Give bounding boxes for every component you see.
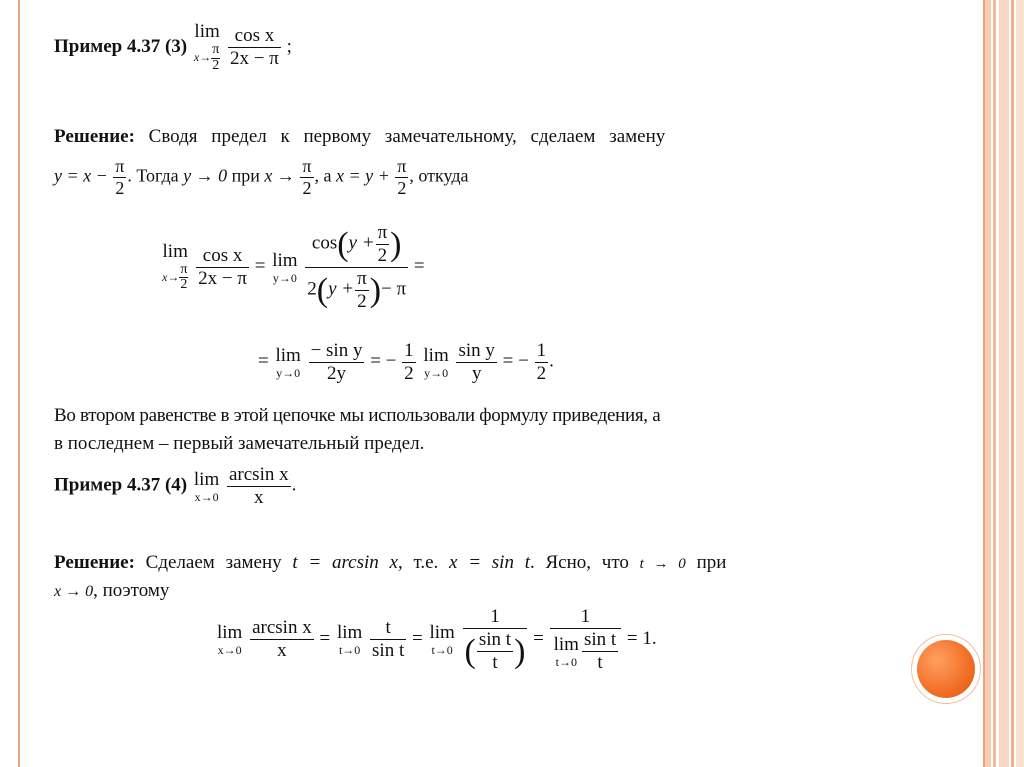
equation-2: = lim y→0 $\frac{\text{− sin y}}{2y}$ = − $\frac{1}{2}$ lim y→0 $\frac{\text{sin y}}{y}$ = − $\frac{1}{2}$ . (258, 340, 554, 384)
solution-2-line: Решение: Сделаем замену t = arcsin x, т.е. x = sin t. Ясно, что t → 0 при (54, 552, 727, 573)
equation-1: lim x→ $\frac{\pi}{2}$ $\frac{\text{cos x}}{2x - \pi}$ = lim y→0 cos(y + $\frac{\pi}{2}$ ) 2(y + $\frac{\pi}{2}$ )− π = (162, 222, 425, 312)
solution-1-line (54, 126, 665, 148)
solution-1-text: Сводя предел к первому замечательному, сделаем замену (148, 126, 666, 147)
paragraph-line-1: Во втором равенстве в этой цепочке мы использовали формулу приведения, а (54, 405, 661, 426)
equation-3: lim x→0 $\frac{\text{arcsin x}}{x}$ = lim t→0 $\frac{t}{\text{sin t}}$ = lim t→0 1 ( $\frac{\text{sin t}}{t}$ ) = 1 lim t→0 $\frac{\text{sin t}}{t}$ = 1. (217, 606, 657, 673)
example-3-heading: Пример 4.37 (3) lim x→ $\frac{\pi}{2}$ $\frac{\text{cos x}}{2x - \pi}$ ; (54, 21, 292, 73)
substitution-line: y = x − $\frac{\pi}{2}$ . Тогда y → 0 при x → $\frac{\pi}{2}$ , а x = y + $\frac{\pi}{2}$ , откуда (54, 156, 469, 198)
example-4-label: Пример 4.37 (4) (54, 474, 188, 496)
example-4-heading: Пример 4.37 (4) lim x→0 $\frac{\text{arcsin x}}{x}$ . (54, 464, 297, 508)
solution-1-label: Решение: (54, 126, 135, 147)
solution-2-line-2: x → 0, поэтому (54, 580, 170, 601)
solution-2-label: Решение: (54, 552, 135, 573)
limit-operator: lim x→ $\frac{\pi}{2}$ (193, 21, 220, 73)
paragraph-line-2: в последнем – первый замечательный предел. (54, 433, 425, 454)
example-3-label: Пример 4.37 (3) (54, 36, 188, 58)
example-3-fraction: $\frac{\text{cos x}}{2x - \pi}$ (230, 25, 279, 70)
